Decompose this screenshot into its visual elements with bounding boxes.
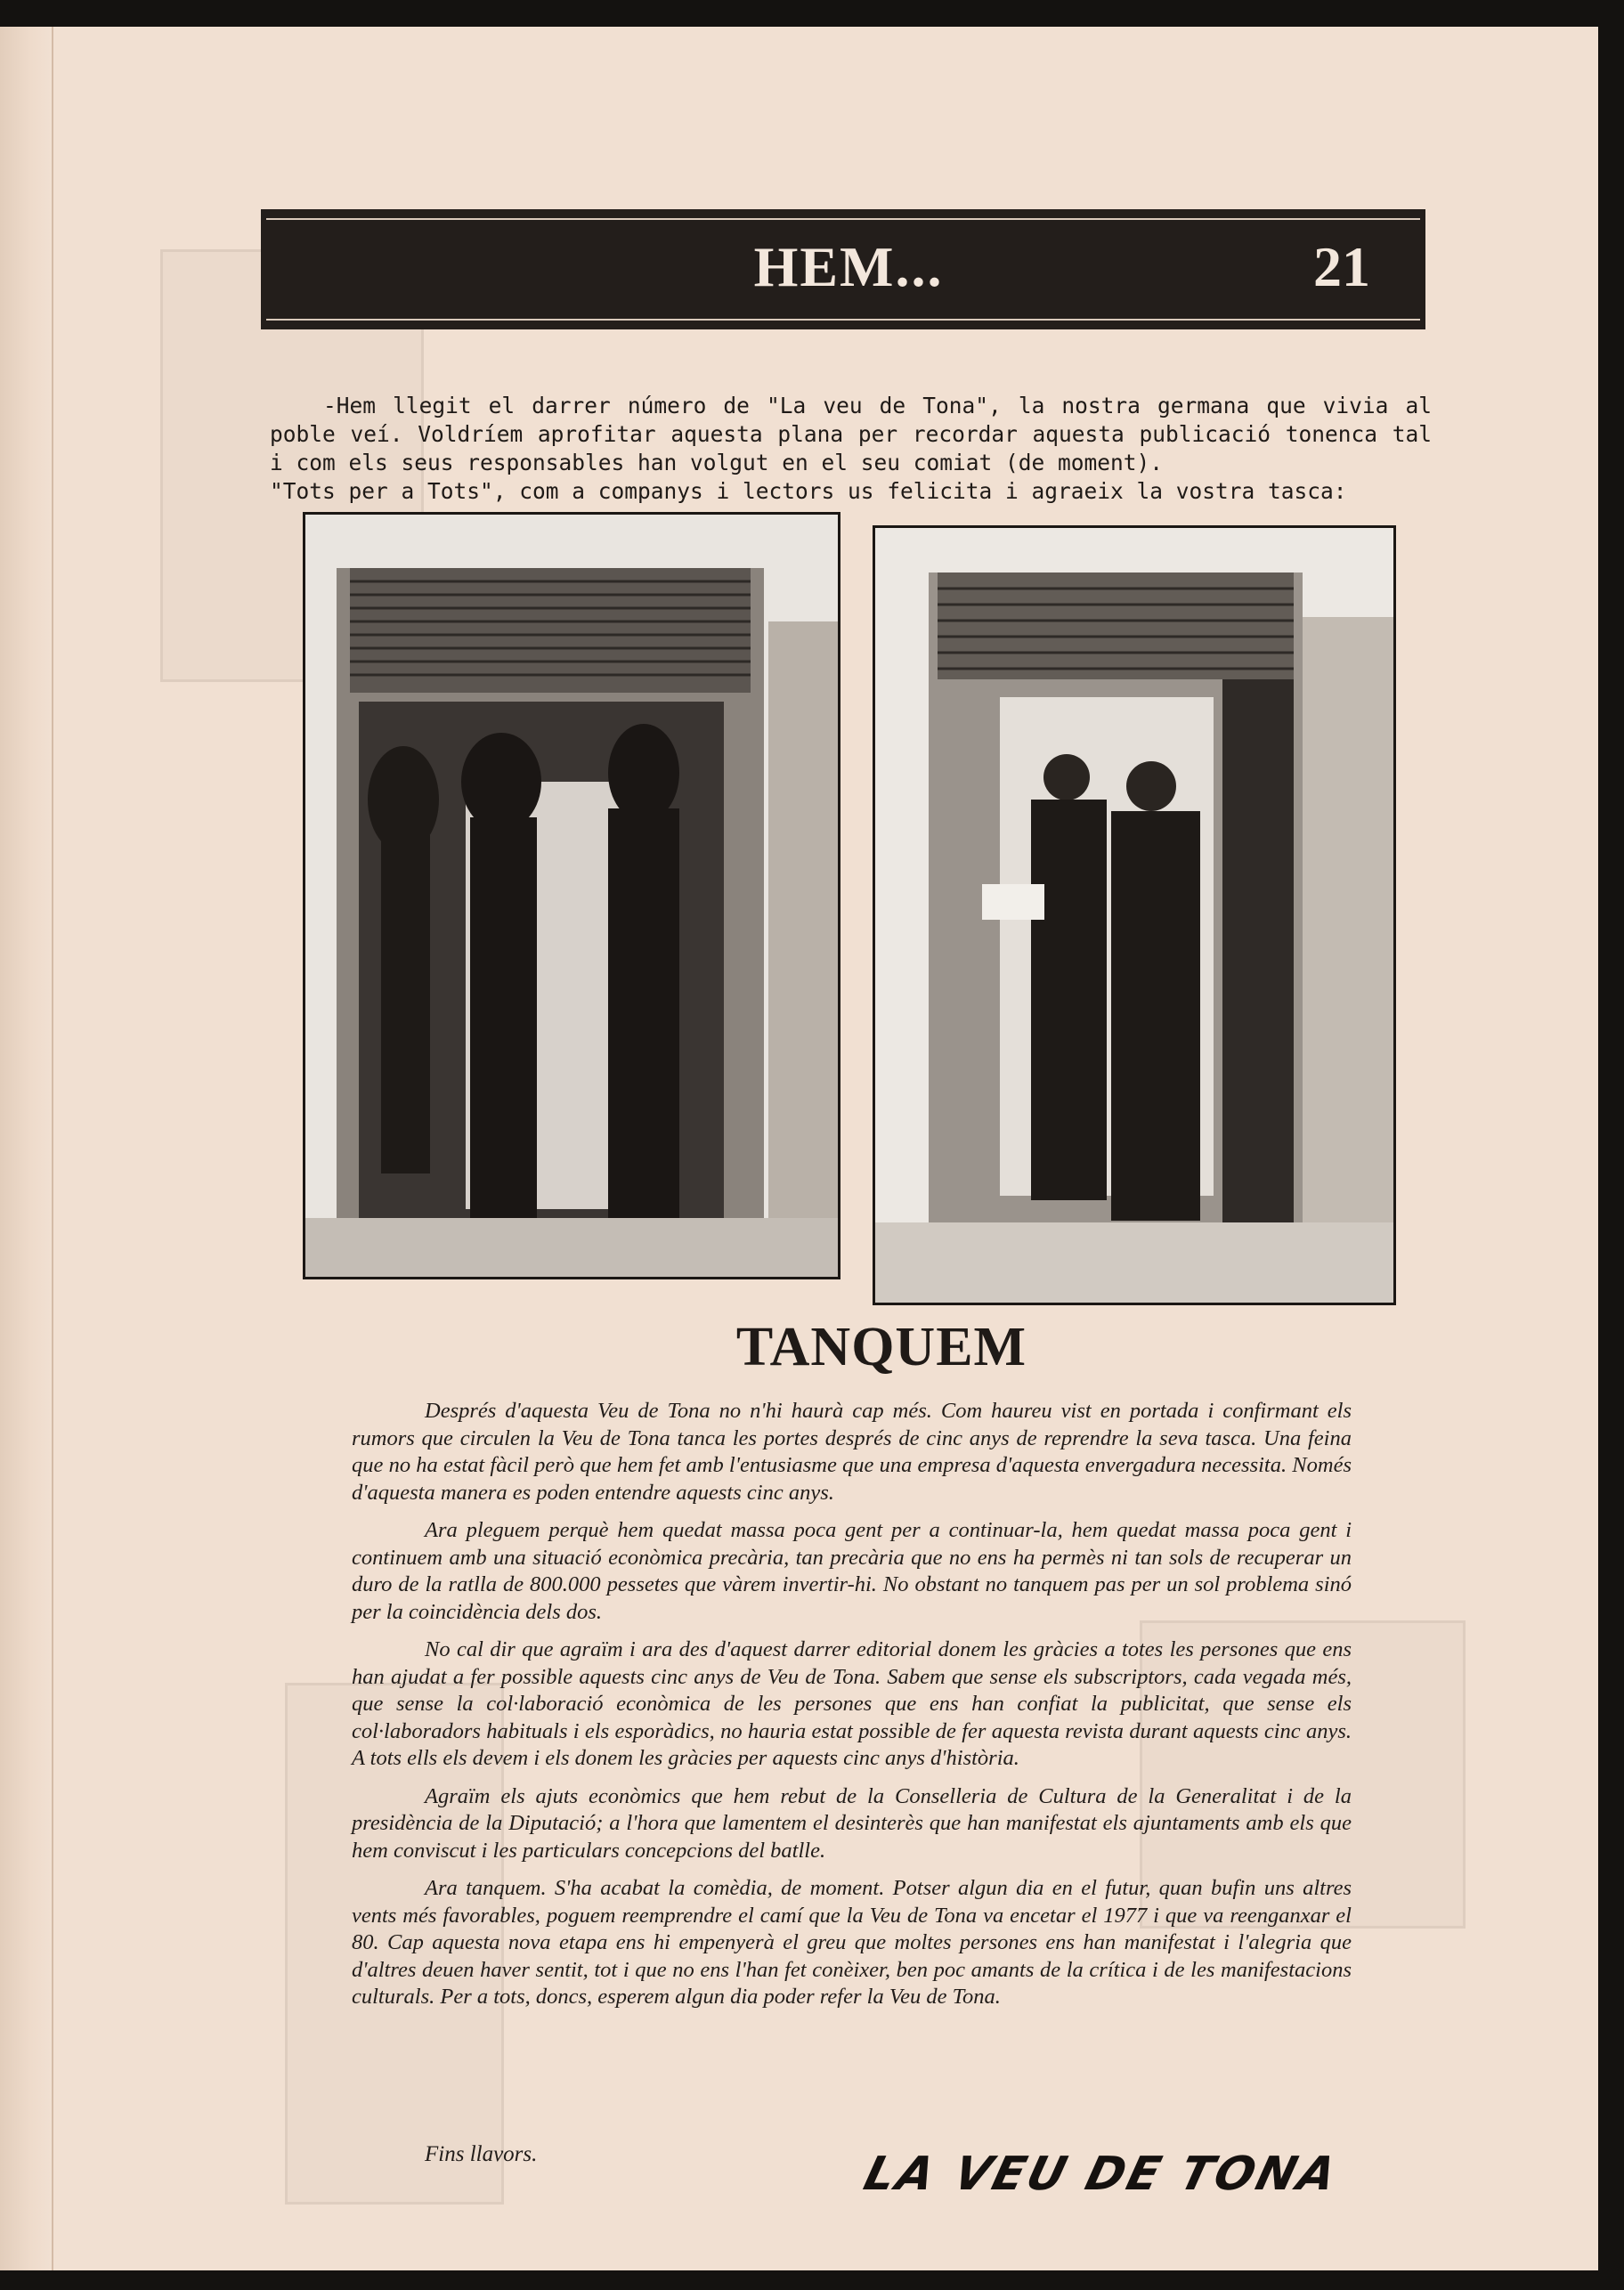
photo-closing-shutter	[303, 512, 840, 1279]
page-number: 21	[1313, 235, 1370, 298]
photo-two-men-at-door	[873, 525, 1396, 1305]
article-paragraph: Després d'aquesta Veu de Tona no n'hi haurà cap més. Com haureu vist en portada i confirmant els rumors que circulen la Veu de Tona tanca les portes després de cinc anys de reprendre la seva tasca. Una feina que no ha estat fàcil però que hem fet amb l'entusiasme que una empresa d'aquesta envergadura necessita. Només d'aquesta manera es poden entendre aquests cinc anys.	[352, 1399, 1352, 1505]
intro-text	[270, 392, 1432, 506]
signature-logo: LA VEU DE TONA	[858, 2148, 1344, 2201]
closing-line: Fins llavors.	[425, 2142, 538, 2166]
intro-paragraph: "Tots per a Tots", com a companys i lectors us felicita i agraeix la vostra tasca:	[270, 478, 1347, 504]
article-headline: TANQUEM	[735, 1317, 1027, 1377]
page-spine	[0, 27, 53, 2270]
article-paragraph: Agraïm els ajuts econòmics que hem rebut de la Conselleria de Cultura de la Generalitat i de la presidència de la Diputació; a l'hora que lamentem el desinterès que han manifestat els ajuntaments amb els que hem conviscut i les particulars concepcions del batlle.	[352, 1783, 1352, 1863]
banner-rule-top	[266, 218, 1420, 220]
article-body	[352, 1398, 1352, 2022]
intro-paragraph: -Hem llegit el darrer número de "La veu de Tona", la nostra germana que vivia al poble veí. Voldríem aprofitar aquesta plana per recordar aquesta publicació tonenca tal i com els seus responsables han volgut en el seu comiat (de moment).	[270, 393, 1432, 475]
article-paragraph: Ara tanquem. S'ha acabat la comèdia, de moment. Potser algun dia en el futur, quan bufin uns altres vents més favorables, poguem reemprendre el camí que la Veu de Tona va encetar el 1977 i que va reenganxar el 80. Cap aquesta nova etapa ens hi empenyerà el greu que moltes persones ens han manifestat i l'alegria que d'altres deuen haver sentit, tot i que no ens l'han fet conèixer, ben poc amants de la crítica i de les manifestacions culturals. Per a tots, doncs, esperem algun dia poder refer la Veu de Tona.	[352, 1876, 1352, 2009]
section-banner	[261, 209, 1425, 329]
magazine-page	[0, 27, 1598, 2270]
banner-rule-bottom	[266, 319, 1420, 321]
article-paragraph: Ara pleguem perquè hem quedat massa poca gent per a continuar-la, hem quedat massa poca gent i continuem amb una situació econòmica precària, tan precària que no ens ha permès ni tan sols de recuperar un duro de la ratlla de 800.000 pessetes que vàrem invertir-hi. No obstant no tanquem pas per un sol problema sinó per la coincidència dels dos.	[352, 1518, 1352, 1624]
article-paragraph: No cal dir que agraïm i ara des d'aquest darrer editorial donem les gràcies a totes les persones que ens han ajudat a fer possible aquests cinc anys de Veu de Tona. Sabem que sense els subscriptors, cada vegada més, que sense la col·laboració econòmica de les persones que ens han confiat la publicitat, que sense els col·laboradors habituals i els esporàdics, no hauria estat possible de fer aquesta revista durant aquests cinc anys. A tots ells els devem i els donem les gràcies per aquests cinc anys d'història.	[352, 1637, 1352, 1770]
section-title: HEM...	[753, 235, 944, 298]
